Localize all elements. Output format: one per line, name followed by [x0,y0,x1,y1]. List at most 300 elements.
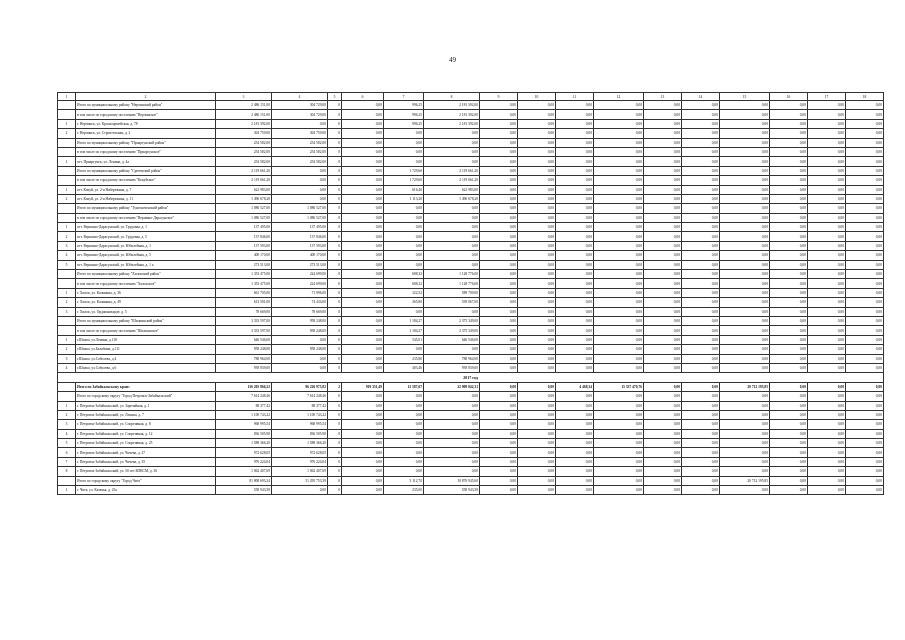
value-cell: 0,00 [682,138,720,147]
table-row [58,185,884,194]
value-cell: 0,00 [682,476,720,485]
value-cell: 0,00 [272,119,328,128]
value-cell: 0,00 [808,270,846,279]
value-cell: 0,00 [272,354,328,363]
value-cell: 0,00 [480,288,518,297]
value-cell: 996,25 [384,119,424,128]
value-cell: 0,00 [342,147,384,156]
value-cell: 972 628,05 [272,448,328,457]
value-cell: 0,00 [644,382,682,391]
value-cell: 0,00 [480,354,518,363]
value-cell: 0,00 [644,288,682,297]
value-cell: 0,00 [384,448,424,457]
value-cell: 0,00 [556,213,594,222]
value-cell: 788 964,00 [424,354,480,363]
value-cell: 0,00 [770,270,808,279]
table-row [58,382,884,391]
value-cell: 0,00 [808,213,846,222]
value-cell: 0,00 [770,185,808,194]
value-cell: 0,00 [480,204,518,213]
value-cell: 0,00 [682,176,720,185]
value-cell: 0,00 [644,429,682,438]
value-cell: 0,00 [846,298,884,307]
value-cell: 7 614 248,46 [272,392,328,401]
value-cell: 0,00 [384,467,424,476]
value-cell: 0,00 [384,138,424,147]
value-cell: 0,00 [644,326,682,335]
value-cell: 622 983,00 [424,185,480,194]
value-cell: 788 964,00 [216,354,272,363]
value-cell: 2 181 392,00 [424,110,480,119]
value-cell: 0,00 [770,382,808,391]
value-cell: 400 170,00 [216,251,272,260]
value-cell: 0,00 [770,138,808,147]
value-cell: 0,00 [770,241,808,250]
table-header-row [58,93,884,101]
value-cell: 0,00 [770,354,808,363]
value-cell: 976 224,04 [216,457,272,466]
value-cell: 0,00 [342,129,384,138]
value-cell: 0,00 [480,101,518,110]
value-cell: 0,00 [556,439,594,448]
table-row [58,157,884,166]
value-cell: 0 [328,345,342,354]
value-cell: 0,00 [424,260,480,269]
value-cell: 0,00 [770,147,808,156]
value-cell: 0,00 [594,392,644,401]
value-cell: 0,00 [424,223,480,232]
value-cell: 0,00 [518,439,556,448]
value-cell: 0,00 [846,439,884,448]
value-cell: 1 184,27 [384,326,424,335]
table-row [58,110,884,119]
value-cell: 0,00 [770,448,808,457]
value-cell: 0,00 [556,429,594,438]
value-cell: 2 119 661,20 [424,176,480,185]
value-cell: 0,00 [682,213,720,222]
year-label: 2017 год [58,373,884,382]
value-cell: 0,00 [808,335,846,344]
value-cell: 0,00 [384,345,424,354]
value-cell: 235,00 [384,486,424,495]
row-index-cell: 4 [58,363,76,372]
value-cell: 0,00 [808,420,846,429]
value-cell: 0,00 [480,260,518,269]
value-cell: 0,00 [682,486,720,495]
value-cell: 0,00 [682,119,720,128]
value-cell: 0,00 [384,147,424,156]
value-cell: 0,00 [720,101,770,110]
value-cell: 0,00 [342,457,384,466]
value-cell: 0,00 [556,110,594,119]
value-cell: 0,00 [682,467,720,476]
row-name-cell: г.Шилка, ул.Саболева, д.4 [76,354,216,363]
value-cell: 0,00 [808,354,846,363]
table-row [58,316,884,325]
value-cell: 0,00 [342,166,384,175]
value-cell: 0,00 [480,486,518,495]
value-cell: 1 353 475,00 [216,279,272,288]
value-cell: 0,00 [594,119,644,128]
row-name-cell: Итого по Забайкальскому краю: [76,382,216,391]
row-name-cell: г. Чита, ул. Казачья, д. 25а [76,486,216,495]
value-cell: 0,00 [808,429,846,438]
value-cell: 0,00 [342,241,384,250]
table-row [58,401,884,410]
value-cell: 0,00 [644,279,682,288]
value-cell: 0,00 [808,223,846,232]
value-cell: 0 [328,476,342,485]
value-cell: 0,00 [846,213,884,222]
value-cell: 0,00 [480,448,518,457]
value-cell: 0,00 [594,457,644,466]
table-row [58,448,884,457]
row-index-cell [58,476,76,485]
value-cell: 836 505,90 [216,429,272,438]
value-cell: 0,00 [594,204,644,213]
value-cell: 0,00 [518,279,556,288]
value-cell: 0,00 [342,326,384,335]
value-cell: 0 [328,363,342,372]
header-cell: 10 [518,93,556,101]
value-cell: 0,00 [424,401,480,410]
row-index-cell: 1 [58,223,76,232]
value-cell: 0,00 [424,307,480,316]
value-cell: 0,00 [384,129,424,138]
value-cell: 0,00 [846,279,884,288]
value-cell: 0,00 [424,157,480,166]
value-cell: 0,00 [644,232,682,241]
value-cell: 0,00 [846,260,884,269]
value-cell: 156 205 866,22 [216,382,272,391]
value-cell: 304 759,00 [216,129,272,138]
value-cell: 1 086 527,00 [216,204,272,213]
value-cell: 0,00 [682,410,720,419]
value-cell: 0,00 [518,345,556,354]
value-cell: 0,00 [480,279,518,288]
table-row [58,288,884,297]
value-cell: 0,00 [808,260,846,269]
table-body [58,93,884,495]
row-index-cell: 2 [58,345,76,354]
value-cell: 0,00 [720,223,770,232]
row-index-cell [58,279,76,288]
value-cell: 0,00 [644,157,682,166]
table-row [58,354,884,363]
row-index-cell [58,166,76,175]
row-index-cell: 8 [58,467,76,476]
value-cell: 0,00 [770,307,808,316]
value-cell: 0,00 [682,354,720,363]
value-cell: 0,00 [720,204,770,213]
value-cell: 0,00 [682,194,720,203]
value-cell: 0 [328,326,342,335]
value-cell: 0,00 [682,326,720,335]
value-cell: 0,00 [594,213,644,222]
value-cell: 0,00 [682,420,720,429]
value-cell: 0,00 [682,147,720,156]
value-cell: 0,00 [644,486,682,495]
value-cell: 0,00 [770,335,808,344]
table-row [58,457,884,466]
value-cell: 0,00 [556,232,594,241]
value-cell: 0,00 [770,260,808,269]
value-cell: 0,00 [808,382,846,391]
value-cell: 0,00 [846,157,884,166]
value-cell: 0,00 [594,232,644,241]
value-cell: 0,00 [384,439,424,448]
value-cell: 0 [328,194,342,203]
value-cell: 0,00 [720,260,770,269]
value-cell: 0,00 [846,476,884,485]
row-name-cell: г.Шилка, ул.Балябина, д.111 [76,345,216,354]
value-cell: 0,00 [808,232,846,241]
value-cell: 0,00 [720,439,770,448]
row-index-cell [58,176,76,185]
value-cell: 0,00 [518,363,556,372]
value-cell: 0,00 [342,176,384,185]
value-cell: 0,00 [342,279,384,288]
value-cell: 0,00 [342,363,384,372]
value-cell: 0,00 [644,467,682,476]
value-cell: 0,00 [644,166,682,175]
value-cell: 0,00 [770,232,808,241]
value-cell: 0,00 [480,345,518,354]
value-cell: 0,00 [342,439,384,448]
value-cell: 78 669,00 [272,307,328,316]
row-index-cell [58,147,76,156]
value-cell: 1 588 366,20 [216,439,272,448]
value-cell: 0,00 [594,288,644,297]
value-cell: 0,00 [770,166,808,175]
value-cell: 51 295 753,39 [272,476,328,485]
value-cell: 0,00 [594,223,644,232]
value-cell: 0,00 [682,298,720,307]
value-cell: 0,00 [644,185,682,194]
value-cell: 0,00 [846,288,884,297]
value-cell: 0,00 [808,345,846,354]
value-cell: 0,00 [682,185,720,194]
value-cell: 0,00 [518,316,556,325]
value-cell: 0,00 [594,194,644,203]
table-row [58,307,884,316]
value-cell: 0,00 [846,194,884,203]
value-cell: 0,00 [682,241,720,250]
table-row [58,119,884,128]
value-cell: 0,00 [342,251,384,260]
value-cell: 0,00 [384,410,424,419]
row-name-cell: г. Петровск-Забайкальский, ул. Спортивная, д. 8 [76,420,216,429]
row-index-cell: 6 [58,448,76,457]
value-cell: 0,00 [342,345,384,354]
value-cell: 688,32 [384,279,424,288]
row-index-cell [58,316,76,325]
value-cell: 558 943,58 [216,486,272,495]
table-row [58,467,884,476]
value-cell: 0,00 [342,270,384,279]
value-cell: 0,00 [770,279,808,288]
value-cell: 0,00 [342,260,384,269]
value-cell: 304 759,00 [272,129,328,138]
value-cell: 0,00 [644,439,682,448]
value-cell: 0,00 [720,288,770,297]
value-cell: 0,00 [720,241,770,250]
value-cell: 0,00 [594,241,644,250]
value-cell: 0,00 [644,410,682,419]
value-cell: 613 501,00 [216,298,272,307]
value-cell: 0,00 [480,223,518,232]
value-cell: 0,00 [424,251,480,260]
value-cell: 0,00 [556,335,594,344]
row-index-cell: 1 [58,157,76,166]
value-cell: 0,00 [808,467,846,476]
value-cell: 0,00 [424,439,480,448]
value-cell: 0,00 [808,288,846,297]
row-name-cell: пгт. Вершино-Дарасунский, ул. Юбилейная, д. 1 [76,241,216,250]
value-cell: 0,00 [808,392,846,401]
row-name-cell: г. Нерчинск, ул. Красноармейская, д. 78 [76,119,216,128]
row-name-cell: г. Петровск-Забайкальский, ул. Спортивная, д. 25 [76,439,216,448]
value-cell: 0,00 [594,157,644,166]
value-cell: 0,00 [682,110,720,119]
value-cell: 0 [328,401,342,410]
value-cell: 0,00 [846,166,884,175]
value-cell: 0,00 [644,354,682,363]
value-cell: 0,00 [720,147,770,156]
value-cell: 0,00 [272,486,328,495]
value-cell: 20 712 195,85 [720,476,770,485]
value-cell: 0,00 [594,316,644,325]
value-cell: 0,00 [342,232,384,241]
value-cell: 0,00 [808,316,846,325]
row-name-cell: г. Петровск-Забайкальский, ул. Спортивная, д. 12 [76,429,216,438]
value-cell: 0,00 [518,467,556,476]
value-cell: 0,00 [594,260,644,269]
value-cell: 0,00 [644,270,682,279]
value-cell: 0,00 [594,363,644,372]
value-cell: 0,00 [808,298,846,307]
row-name-cell: в том числе по городскому поселению "Хилокское" [76,279,216,288]
value-cell: 0,00 [556,223,594,232]
value-cell: 0,00 [644,194,682,203]
value-cell: 0 [328,279,342,288]
value-cell: 0,00 [594,326,644,335]
value-cell: 0,00 [720,232,770,241]
value-cell: 0,00 [594,138,644,147]
value-cell: 96 226 975,82 [272,382,328,391]
value-cell: 0,00 [480,166,518,175]
table-row [58,101,884,110]
value-cell: 0 [328,335,342,344]
value-cell: 0,00 [644,335,682,344]
value-cell: 0 [328,467,342,476]
value-cell: 0,00 [342,288,384,297]
value-cell: 0,00 [682,382,720,391]
value-cell: 0,00 [720,251,770,260]
value-cell: 0,00 [682,204,720,213]
value-cell: 0,00 [682,223,720,232]
value-cell: 0,00 [342,467,384,476]
value-cell: 0,00 [272,335,328,344]
value-cell: 0,00 [682,260,720,269]
year-separator-row [58,373,884,382]
value-cell: 0,00 [846,185,884,194]
value-cell: 1 729,60 [384,166,424,175]
value-cell: 0,00 [682,232,720,241]
value-cell: 0,00 [644,213,682,222]
value-cell: 0,00 [480,176,518,185]
row-index-cell [58,204,76,213]
value-cell: 0,00 [682,157,720,166]
value-cell: 0,00 [342,223,384,232]
value-cell: 2 375 349,00 [424,326,480,335]
value-cell: 0,00 [644,110,682,119]
value-cell: 3 333 597,00 [216,326,272,335]
value-cell: 0,00 [518,166,556,175]
value-cell: 0,00 [424,204,480,213]
value-cell: 0,00 [846,410,884,419]
value-cell: 0,00 [272,363,328,372]
value-cell: 0,00 [770,110,808,119]
value-cell: 0,00 [720,457,770,466]
value-cell: 12 587,67 [384,382,424,391]
value-cell: 0,00 [556,101,594,110]
row-name-cell: пгт. Вершино-Дарасунский, ул. Трудовая, д. 1 [76,223,216,232]
value-cell: 0,00 [808,307,846,316]
value-cell: 0,00 [480,213,518,222]
value-cell: 0,00 [720,194,770,203]
value-cell: 589 709,00 [424,288,480,297]
value-cell: 0,00 [720,166,770,175]
value-cell: 0 [328,486,342,495]
value-cell: 0,00 [720,326,770,335]
value-cell: 0 [328,185,342,194]
value-cell: 0,00 [846,335,884,344]
value-cell: 0,00 [682,457,720,466]
value-cell: 0,00 [644,448,682,457]
value-cell: 0,00 [594,110,644,119]
value-cell: 304 729,00 [272,101,328,110]
row-name-cell: г. Петровск-Забайкальский, ул. Чичева, д. 35 [76,457,216,466]
value-cell: 0,00 [424,345,480,354]
value-cell: 0,00 [518,147,556,156]
value-cell: 0,00 [846,176,884,185]
value-cell: 0,00 [720,335,770,344]
value-cell: 0,00 [770,392,808,401]
value-cell: 0,00 [556,260,594,269]
row-index-cell: 7 [58,457,76,466]
value-cell: 0,00 [518,401,556,410]
header-cell: 2 [76,93,216,101]
value-cell: 0,00 [846,147,884,156]
value-cell: 0,00 [556,486,594,495]
value-cell: 20 712 195,85 [720,382,770,391]
value-cell: 254 582,00 [216,157,272,166]
value-cell: 0,00 [594,420,644,429]
value-cell: 3 112,70 [384,476,424,485]
value-cell: 545,01 [384,335,424,344]
header-cell: 12 [594,93,644,101]
value-cell: 0,00 [770,129,808,138]
value-cell: 2 119 661,20 [424,166,480,175]
value-cell: 88 377,42 [216,401,272,410]
value-cell: 0,00 [480,467,518,476]
value-cell: 0,00 [384,307,424,316]
value-cell: 0,00 [644,363,682,372]
value-cell: 0,00 [518,157,556,166]
value-cell: 0,00 [720,354,770,363]
value-cell: 0,00 [770,429,808,438]
